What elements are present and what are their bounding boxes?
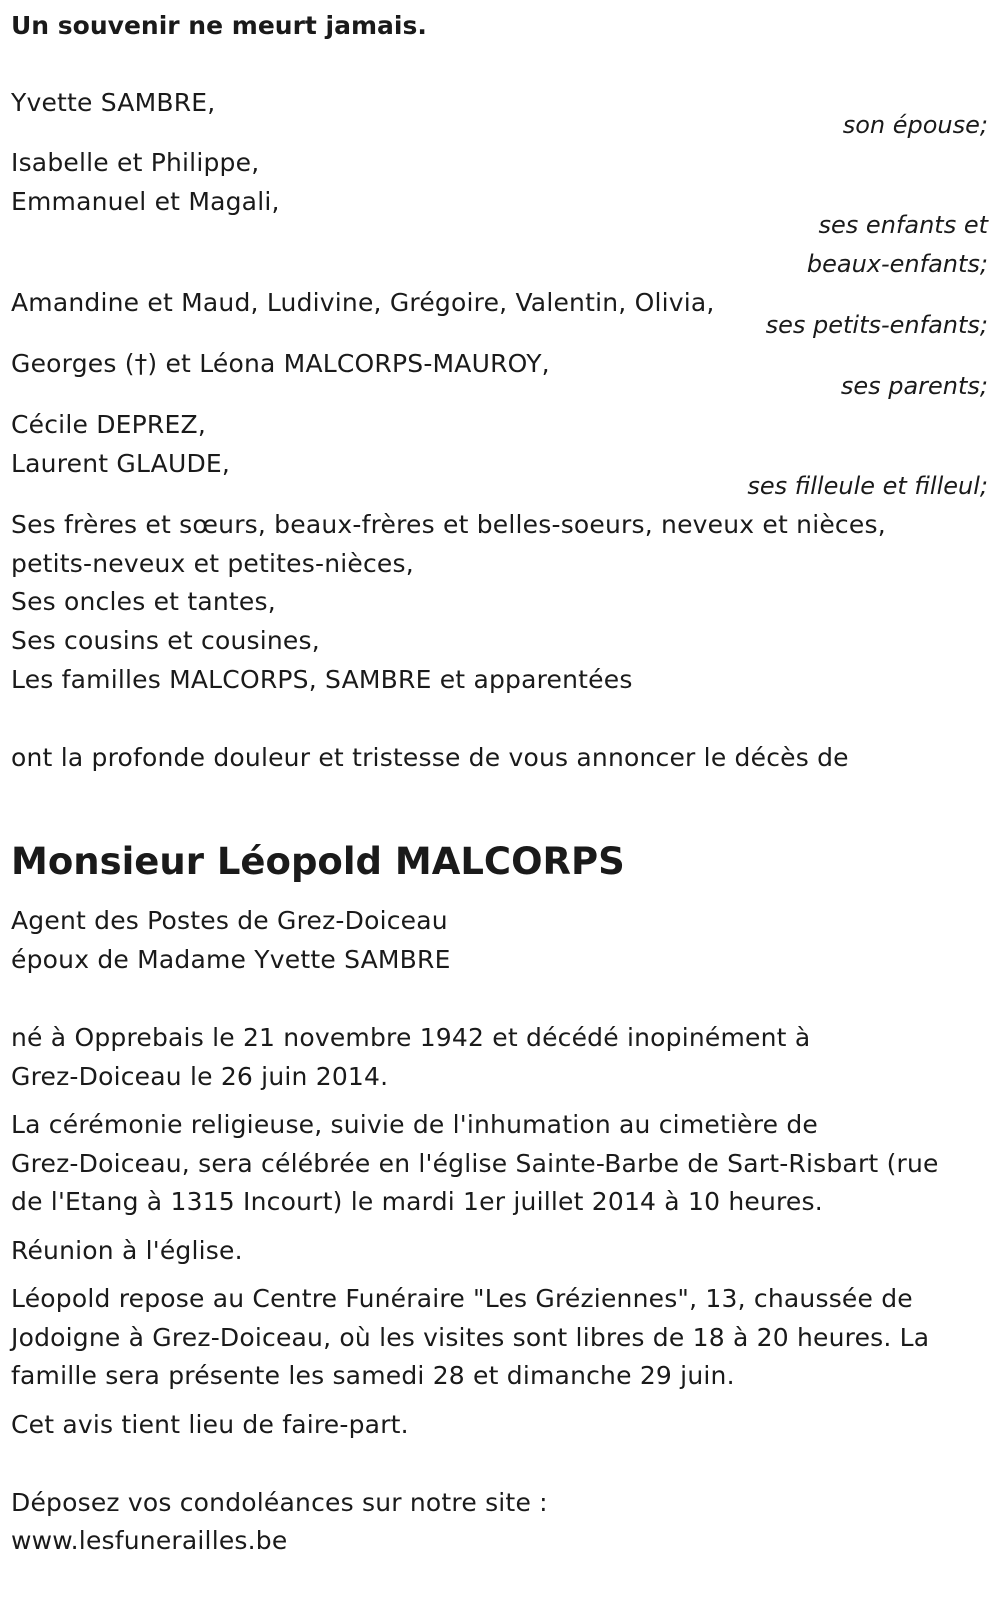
grandchildren-role: ses petits-enfants;: [765, 311, 988, 339]
ceremony-line-1: La cérémonie religieuse, suivie de l'inhumation au cimetière de: [11, 1110, 818, 1139]
children-role-2: beaux-enfants;: [806, 250, 988, 278]
godchild-line-2: Laurent GLAUDE,: [11, 449, 231, 478]
announcement: ont la profonde douleur et tristesse de vous annoncer le décès de: [11, 743, 849, 772]
meeting-note: Réunion à l'église.: [11, 1236, 243, 1265]
birth-death-line-2: Grez-Doiceau le 26 juin 2014.: [11, 1062, 389, 1091]
children-role-1: ses enfants et: [818, 211, 988, 239]
godchildren-role: ses filleule et filleul;: [747, 472, 988, 500]
relatives-line-5: Les familles MALCORPS, SAMBRE et apparentées: [11, 665, 633, 694]
condolences-text: Déposez vos condoléances sur notre site :: [11, 1488, 548, 1517]
relatives-line-1: Ses frères et sœurs, beaux-frères et belles-soeurs, neveux et nièces,: [11, 510, 886, 539]
godchild-line-1: Cécile DEPREZ,: [11, 410, 206, 439]
visit-line-2: Jodoigne à Grez-Doiceau, où les visites sont libres de 18 à 20 heures. La: [11, 1323, 930, 1352]
visit-line-1: Léopold repose au Centre Funéraire "Les Gréziennes", 13, chaussée de: [11, 1284, 913, 1313]
condolences-url[interactable]: www.lesfunerailles.be: [11, 1526, 288, 1555]
ceremony-line-2: Grez-Doiceau, sera célébrée en l'église Sainte-Barbe de Sart-Risbart (rue: [11, 1149, 939, 1178]
visit-line-3: famille sera présente les samedi 28 et dimanche 29 juin.: [11, 1361, 735, 1390]
deceased-name: Monsieur Léopold MALCORPS: [11, 840, 625, 883]
children-line-2: Emmanuel et Magali,: [11, 187, 280, 216]
birth-death-line-1: né à Opprebais le 21 novembre 1942 et décédé inopinément à: [11, 1023, 811, 1052]
relatives-line-2: petits-neveux et petites-nièces,: [11, 549, 414, 578]
grandchildren: Amandine et Maud, Ludivine, Grégoire, Valentin, Olivia,: [11, 288, 715, 317]
relatives-line-3: Ses oncles et tantes,: [11, 587, 276, 616]
notice: Cet avis tient lieu de faire-part.: [11, 1410, 409, 1439]
parents: Georges (†) et Léona MALCORPS-MAUROY,: [11, 349, 550, 378]
ceremony-line-3: de l'Etang à 1315 Incourt) le mardi 1er juillet 2014 à 10 heures.: [11, 1187, 823, 1216]
spouse-role: son épouse;: [842, 111, 988, 139]
deceased-spouse: époux de Madame Yvette SAMBRE: [11, 945, 451, 974]
parents-role: ses parents;: [840, 372, 988, 400]
children-line-1: Isabelle et Philippe,: [11, 148, 260, 177]
header-quote: Un souvenir ne meurt jamais.: [11, 11, 427, 40]
relatives-line-4: Ses cousins et cousines,: [11, 626, 320, 655]
deceased-occupation: Agent des Postes de Grez-Doiceau: [11, 906, 448, 935]
spouse-name: Yvette SAMBRE,: [11, 88, 216, 117]
